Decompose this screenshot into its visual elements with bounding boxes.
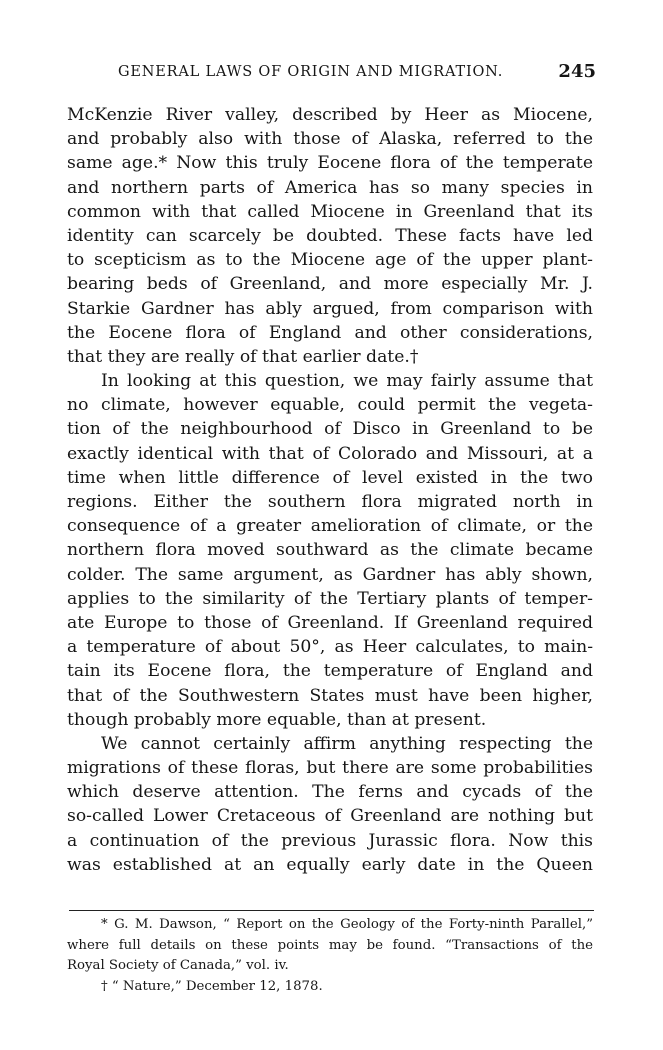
text-line: was established at an equally early date in the Queen bbox=[67, 854, 593, 875]
text-line: tain its Eocene flora, the temperature of England and bbox=[67, 661, 593, 682]
text-line: ate Europe to those of Greenland. If Greenland required bbox=[67, 612, 593, 633]
text-line: to scepticism as to the Miocene age of the upper plant- bbox=[67, 250, 593, 271]
text-line: which deserve attention. The ferns and cycads of the bbox=[67, 782, 593, 803]
page-number: 245 bbox=[558, 61, 596, 82]
footnote-line: where full details on these points may be found. “Transactions of the bbox=[67, 937, 593, 953]
text-line: bearing beds of Greenland, and more especially Mr. J. bbox=[67, 274, 593, 295]
text-line: and probably also with those of Alaska, referred to the bbox=[67, 129, 593, 150]
text-line: regions. Either the southern flora migrated north in bbox=[67, 492, 593, 512]
footnotes bbox=[67, 915, 593, 997]
text-line: that they are really of that earlier date.† bbox=[67, 346, 419, 367]
text-line: tion of the neighbourhood of Disco in Greenland to be bbox=[67, 419, 593, 440]
text-line: that of the Southwestern States must have been higher, bbox=[67, 685, 593, 706]
text-line: a temperature of about 50°, as Heer calculates, to main- bbox=[67, 637, 593, 658]
text-line: exactly identical with that of Colorado and Missouri, at a bbox=[67, 443, 593, 464]
text-line: McKenzie River valley, described by Heer as Miocene, bbox=[67, 105, 593, 125]
paragraph-start-line: We cannot certainly affirm anything respecting the bbox=[101, 733, 593, 754]
text-line: no climate, however equable, could permit the vegeta- bbox=[67, 395, 593, 416]
running-title: GENERAL LAWS OF ORIGIN AND MIGRATION. bbox=[118, 64, 504, 80]
footnote-divider bbox=[69, 910, 594, 911]
text-line: consequence of a greater amelioration of climate, or the bbox=[67, 516, 593, 537]
text-line: northern flora moved southward as the climate became bbox=[67, 540, 593, 561]
text-line: Starkie Gardner has ably argued, from comparison with bbox=[67, 298, 593, 319]
text-line: migrations of these floras, but there are some probabilities bbox=[67, 758, 593, 779]
text-line: a continuation of the previous Jurassic flora. Now this bbox=[67, 830, 593, 851]
footnote-line: Royal Society of Canada,” vol. iv. bbox=[67, 958, 289, 974]
text-line: the Eocene flora of England and other considerations, bbox=[67, 322, 593, 343]
paragraph-start-line: In looking at this question, we may fairly assume that bbox=[101, 371, 593, 392]
text-line: time when little difference of level existed in the two bbox=[67, 467, 593, 488]
text-line: though probably more equable, than at present. bbox=[67, 709, 487, 730]
footnote-line: * G. M. Dawson, “ Report on the Geology of the Forty-ninth Parallel,” bbox=[101, 917, 593, 932]
footnote-line: † “ Nature,” December 12, 1878. bbox=[101, 978, 323, 994]
text-line: and northern parts of America has so many species in bbox=[67, 177, 593, 198]
text-line: applies to the similarity of the Tertiary plants of temper- bbox=[67, 588, 593, 609]
body-text bbox=[67, 103, 593, 877]
page-header bbox=[118, 62, 596, 86]
text-line: colder. The same argument, as Gardner has ably shown, bbox=[67, 564, 593, 585]
text-line: common with that called Miocene in Greenland that its bbox=[67, 201, 593, 222]
text-line: identity can scarcely be doubted. These facts have led bbox=[67, 225, 593, 246]
text-line: same age.* Now this truly Eocene flora of the temperate bbox=[67, 153, 593, 174]
text-line: so-called Lower Cretaceous of Greenland are nothing but bbox=[67, 806, 593, 827]
